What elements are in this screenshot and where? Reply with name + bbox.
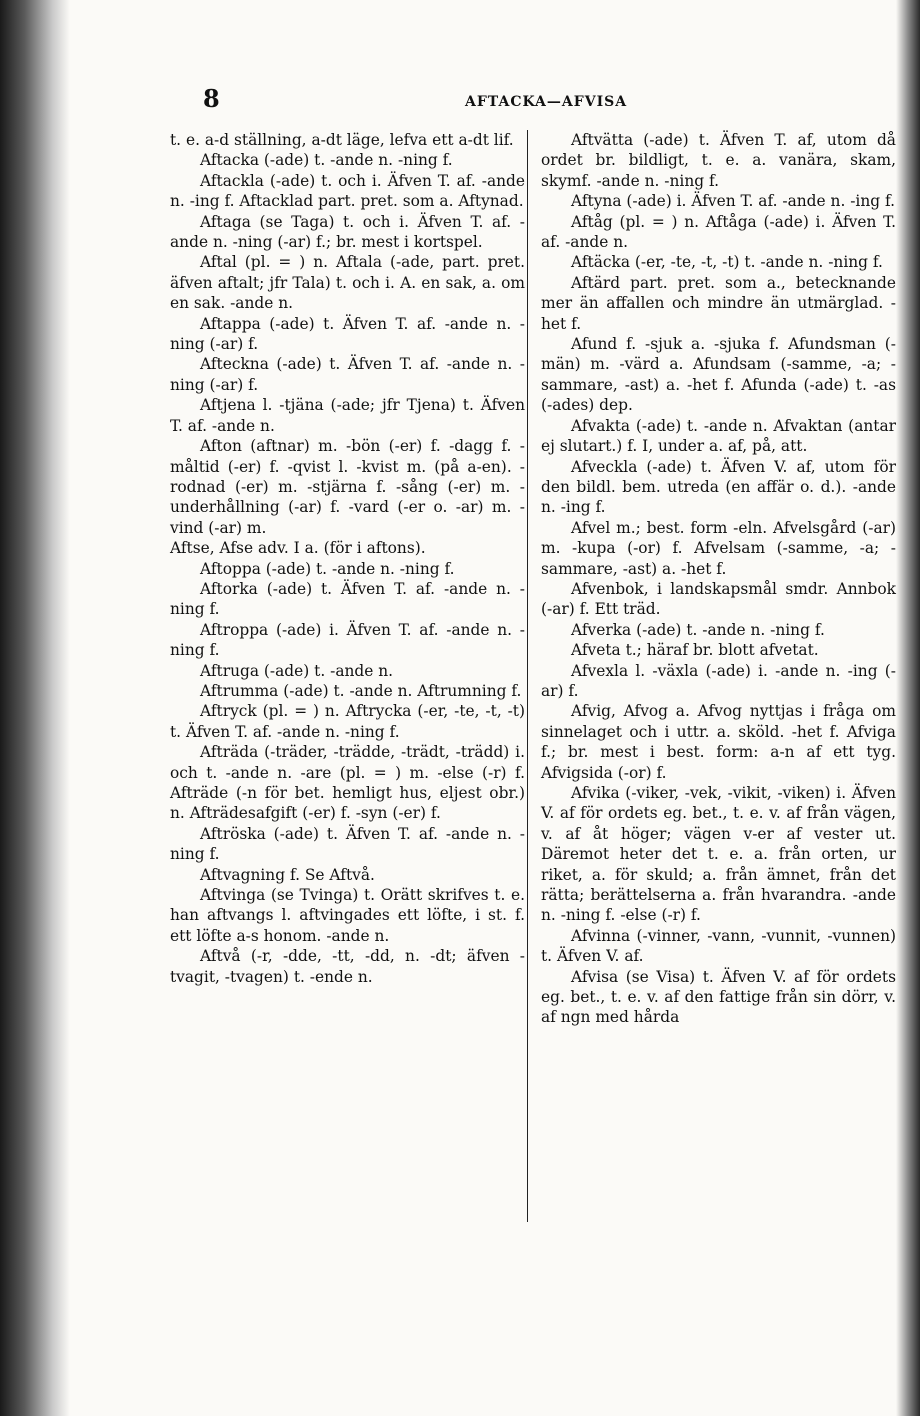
dictionary-entry: Aftvätta (-ade) t. Äfven T. af, utom då ordet br. bildligt, t. e. a. vanära, skam, skymf. -ande n. -ning f. xyxy=(541,131,896,190)
dictionary-entry: Aftoppa (-ade) t. -ande n. -ning f. xyxy=(200,559,455,578)
dictionary-entry: Aftåg (pl. = ) n. Aftåga (-ade) i. Äfven T. af. -ande n. xyxy=(541,212,896,252)
right-column xyxy=(541,130,896,1028)
dictionary-entry: Aftärd part. pret. som a., betecknande mer än affallen och mindre än utmärglad. -het f. xyxy=(541,273,896,333)
dictionary-entry: Aftacka (-ade) t. -ande n. -ning f. xyxy=(200,151,453,170)
dictionary-entry: Afton (aftnar) m. -bön (-er) f. -dagg f. -måltid (-er) f. -qvist l. -kvist m. (på a-en). -rodnad (-er) m. -stjärna f. -sång (-er) m. -underhållning (-ar) f. -vard (-er o. -ar) m. -vind (-ar) m. xyxy=(170,437,525,537)
dictionary-entry: Aftse, Afse adv. I a. (för i aftons). xyxy=(170,539,426,558)
dictionary-entry: Aftvinga (se Tvinga) t. Orätt skrifves t. e. han aftvangs l. aftvingades ett löfte, i st. f. ett löfte a-s honom. -ande n. xyxy=(170,886,525,945)
left-column xyxy=(170,130,525,987)
dictionary-entry: Afvexla l. -växla (-ade) i. -ande n. -ing (-ar) f. xyxy=(541,661,896,700)
column-divider xyxy=(527,130,528,1222)
dictionary-entry: Afund f. -sjuk a. -sjuka f. Afundsman (-män) m. -värd a. Afundsam (-samme, -a; -sammare, -ast) a. -het f. Afunda (-ade) t. -as (-ades) dep. xyxy=(541,335,896,415)
dictionary-entry: Afvinna (-vinner, -vann, -vunnit, -vunnen) t. Äfven V. af. xyxy=(541,926,896,966)
dictionary-entry: Aftroppa (-ade) i. Äfven T. af. -ande n. -ning f. xyxy=(170,620,525,660)
dictionary-entry: Afveckla (-ade) t. Äfven V. af, utom för den bildl. bem. utreda (en affär o. d.). -ande n. -ing f. xyxy=(541,457,896,517)
dictionary-entry: Afverka (-ade) t. -ande n. -ning f. xyxy=(571,620,825,639)
dictionary-entry: Aftröska (-ade) t. Äfven T. af. -ande n. -ning f. xyxy=(170,824,525,864)
dictionary-entry: Aftäcka (-er, -te, -t, -t) t. -ande n. -ning f. xyxy=(571,253,883,272)
dictionary-entry: Aftal (pl. = ) n. Aftala (-ade, part. pret. äfven aftalt; jfr Tala) t. och i. A. en sak, a. om en sak. -ande n. xyxy=(170,253,525,313)
dictionary-entry: Afvig, Afvog a. Afvog nyttjas i fråga om sinnelaget och i uttr. a. sköld. -het f. Afviga f.; br. mest i best. form: a-n af ett tyg. Afvigsida (-or) f. xyxy=(541,702,896,782)
dictionary-entry: Aftyna (-ade) i. Äfven T. af. -ande n. -ing f. xyxy=(571,192,896,211)
dictionary-entry: Afvel m.; best. form -eln. Afvelsgård (-ar) m. -kupa (-or) f. Afvelsam (-samme, -a; -sammare, -ast) a. -het f. xyxy=(541,518,896,578)
dictionary-entry: Afteckna (-ade) t. Äfven T. af. -ande n. -ning (-ar) f. xyxy=(170,355,525,394)
dictionary-entry: Aftvagning f. Se Aftvå. xyxy=(200,865,375,884)
page-edge-shadow-left xyxy=(0,0,70,1416)
dictionary-entry: Afvika (-viker, -vek, -vikit, -viken) i. Äfven V. af för ordets eg. bet., t. e. v. af från vägen, v. af åt höger; vägen v-er af vester ut. Däremot heter det t. e. a. från orten, ur riket, a. för skuld; a. från ämnet, från det rätta; berättelserna a. från hvarandra. -ande n. -ning f. -else (-r) f. xyxy=(541,784,896,925)
dictionary-entry: Aftrumma (-ade) t. -ande n. Aftrumning f. xyxy=(200,681,522,700)
dictionary-entry: Aftjena l. -tjäna (-ade; jfr Tjena) t. Äfven T. af. -ande n. xyxy=(170,396,525,435)
dictionary-entry: Afveta t.; häraf br. blott afvetat. xyxy=(571,641,819,660)
dictionary-entry: Aftvå (-r, -dde, -tt, -dd, n. -dt; äfven -tvagit, -tvagen) t. -ende n. xyxy=(170,947,525,986)
dictionary-entry: Aftappa (-ade) t. Äfven T. af. -ande n. -ning (-ar) f. xyxy=(170,314,525,354)
dictionary-entry: Afvisa (se Visa) t. Äfven V. af för ordets eg. bet., t. e. v. af den fattige från sin dörr, v. af ngn med hårda xyxy=(541,967,896,1027)
dictionary-entry: Aftorka (-ade) t. Äfven T. af. -ande n. -ning f. xyxy=(170,579,525,619)
dictionary-entry: Afvakta (-ade) t. -ande n. Afvaktan (antar ej slutart.) f. I, under a. af, på, att. xyxy=(541,416,896,456)
page-number: 8 xyxy=(203,84,220,113)
dictionary-entry: t. e. a-d ställning, a-dt läge, lefva ett a-dt lif. xyxy=(170,131,514,149)
dictionary-entry: Afträda (-träder, -trädde, -trädt, -trädd) i. och t. -ande n. -are (pl. = ) m. -else (-r) f. Afträde (-n för bet. hemligt hus, eljest obr.) n. Afträdesafgift (-er) f. -syn (-er) f. xyxy=(170,743,525,823)
running-head: AFTACKA—AFVISA xyxy=(465,94,628,110)
dictionary-entry: Aftaga (se Taga) t. och i. Äfven T. af. -ande n. -ning (-ar) f.; br. mest i kortspel. xyxy=(170,212,525,252)
dictionary-entry: Aftryck (pl. = ) n. Aftrycka (-er, -te, -t, -t) t. Äfven T. af. -ande n. -ning f. xyxy=(170,702,525,741)
dictionary-entry: Aftruga (-ade) t. -ande n. xyxy=(200,661,394,680)
dictionary-entry: Aftackla (-ade) t. och i. Äfven T. af. -ande n. -ing f. Aftacklad part. pret. som a. Aftynad. xyxy=(170,171,525,211)
dictionary-entry: Afvenbok, i landskapsmål smdr. Annbok (-ar) f. Ett träd. xyxy=(541,579,896,619)
page-edge-shadow-right xyxy=(896,0,920,1416)
